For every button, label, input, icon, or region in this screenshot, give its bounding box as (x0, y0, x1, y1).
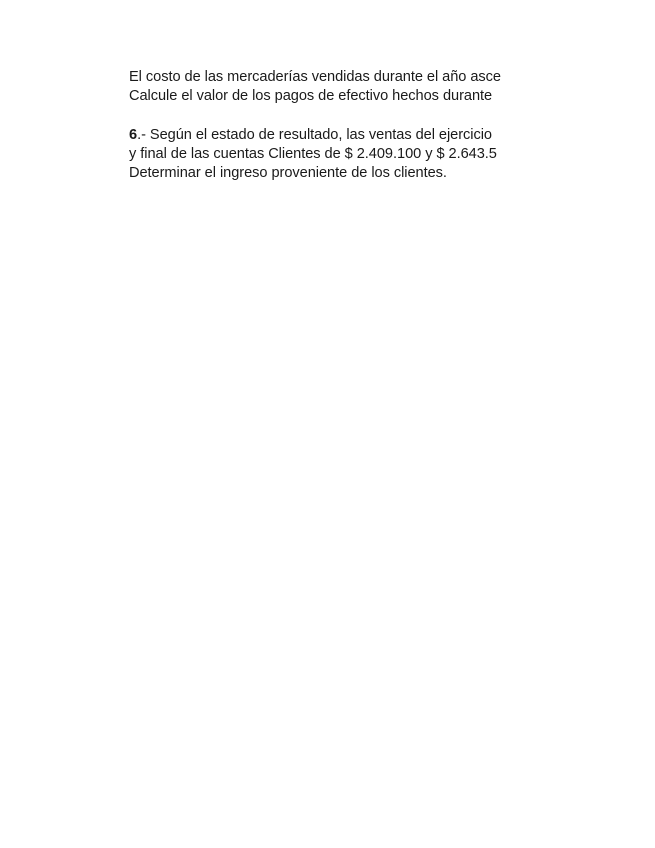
paragraph-2-line-1-text: .- Según el estado de resultado, las ventas del ejercicio (137, 127, 492, 143)
paragraph-2-line-1 (129, 126, 492, 144)
paragraph-1-line-2: Calcule el valor de los pagos de efectivo hechos durante (129, 88, 493, 104)
paragraph-2-line-3: Determinar el ingreso proveniente de los clientes. (129, 165, 447, 181)
paragraph-2-line-2: y final de las cuentas Clientes de $ 2.409.100 y $ 2.643.5 (129, 146, 497, 162)
paragraph-1-line-1: El costo de las mercaderías vendidas durante el año asce (129, 69, 501, 85)
document-text-area (129, 64, 541, 194)
exercise-number: 6 (129, 127, 138, 143)
